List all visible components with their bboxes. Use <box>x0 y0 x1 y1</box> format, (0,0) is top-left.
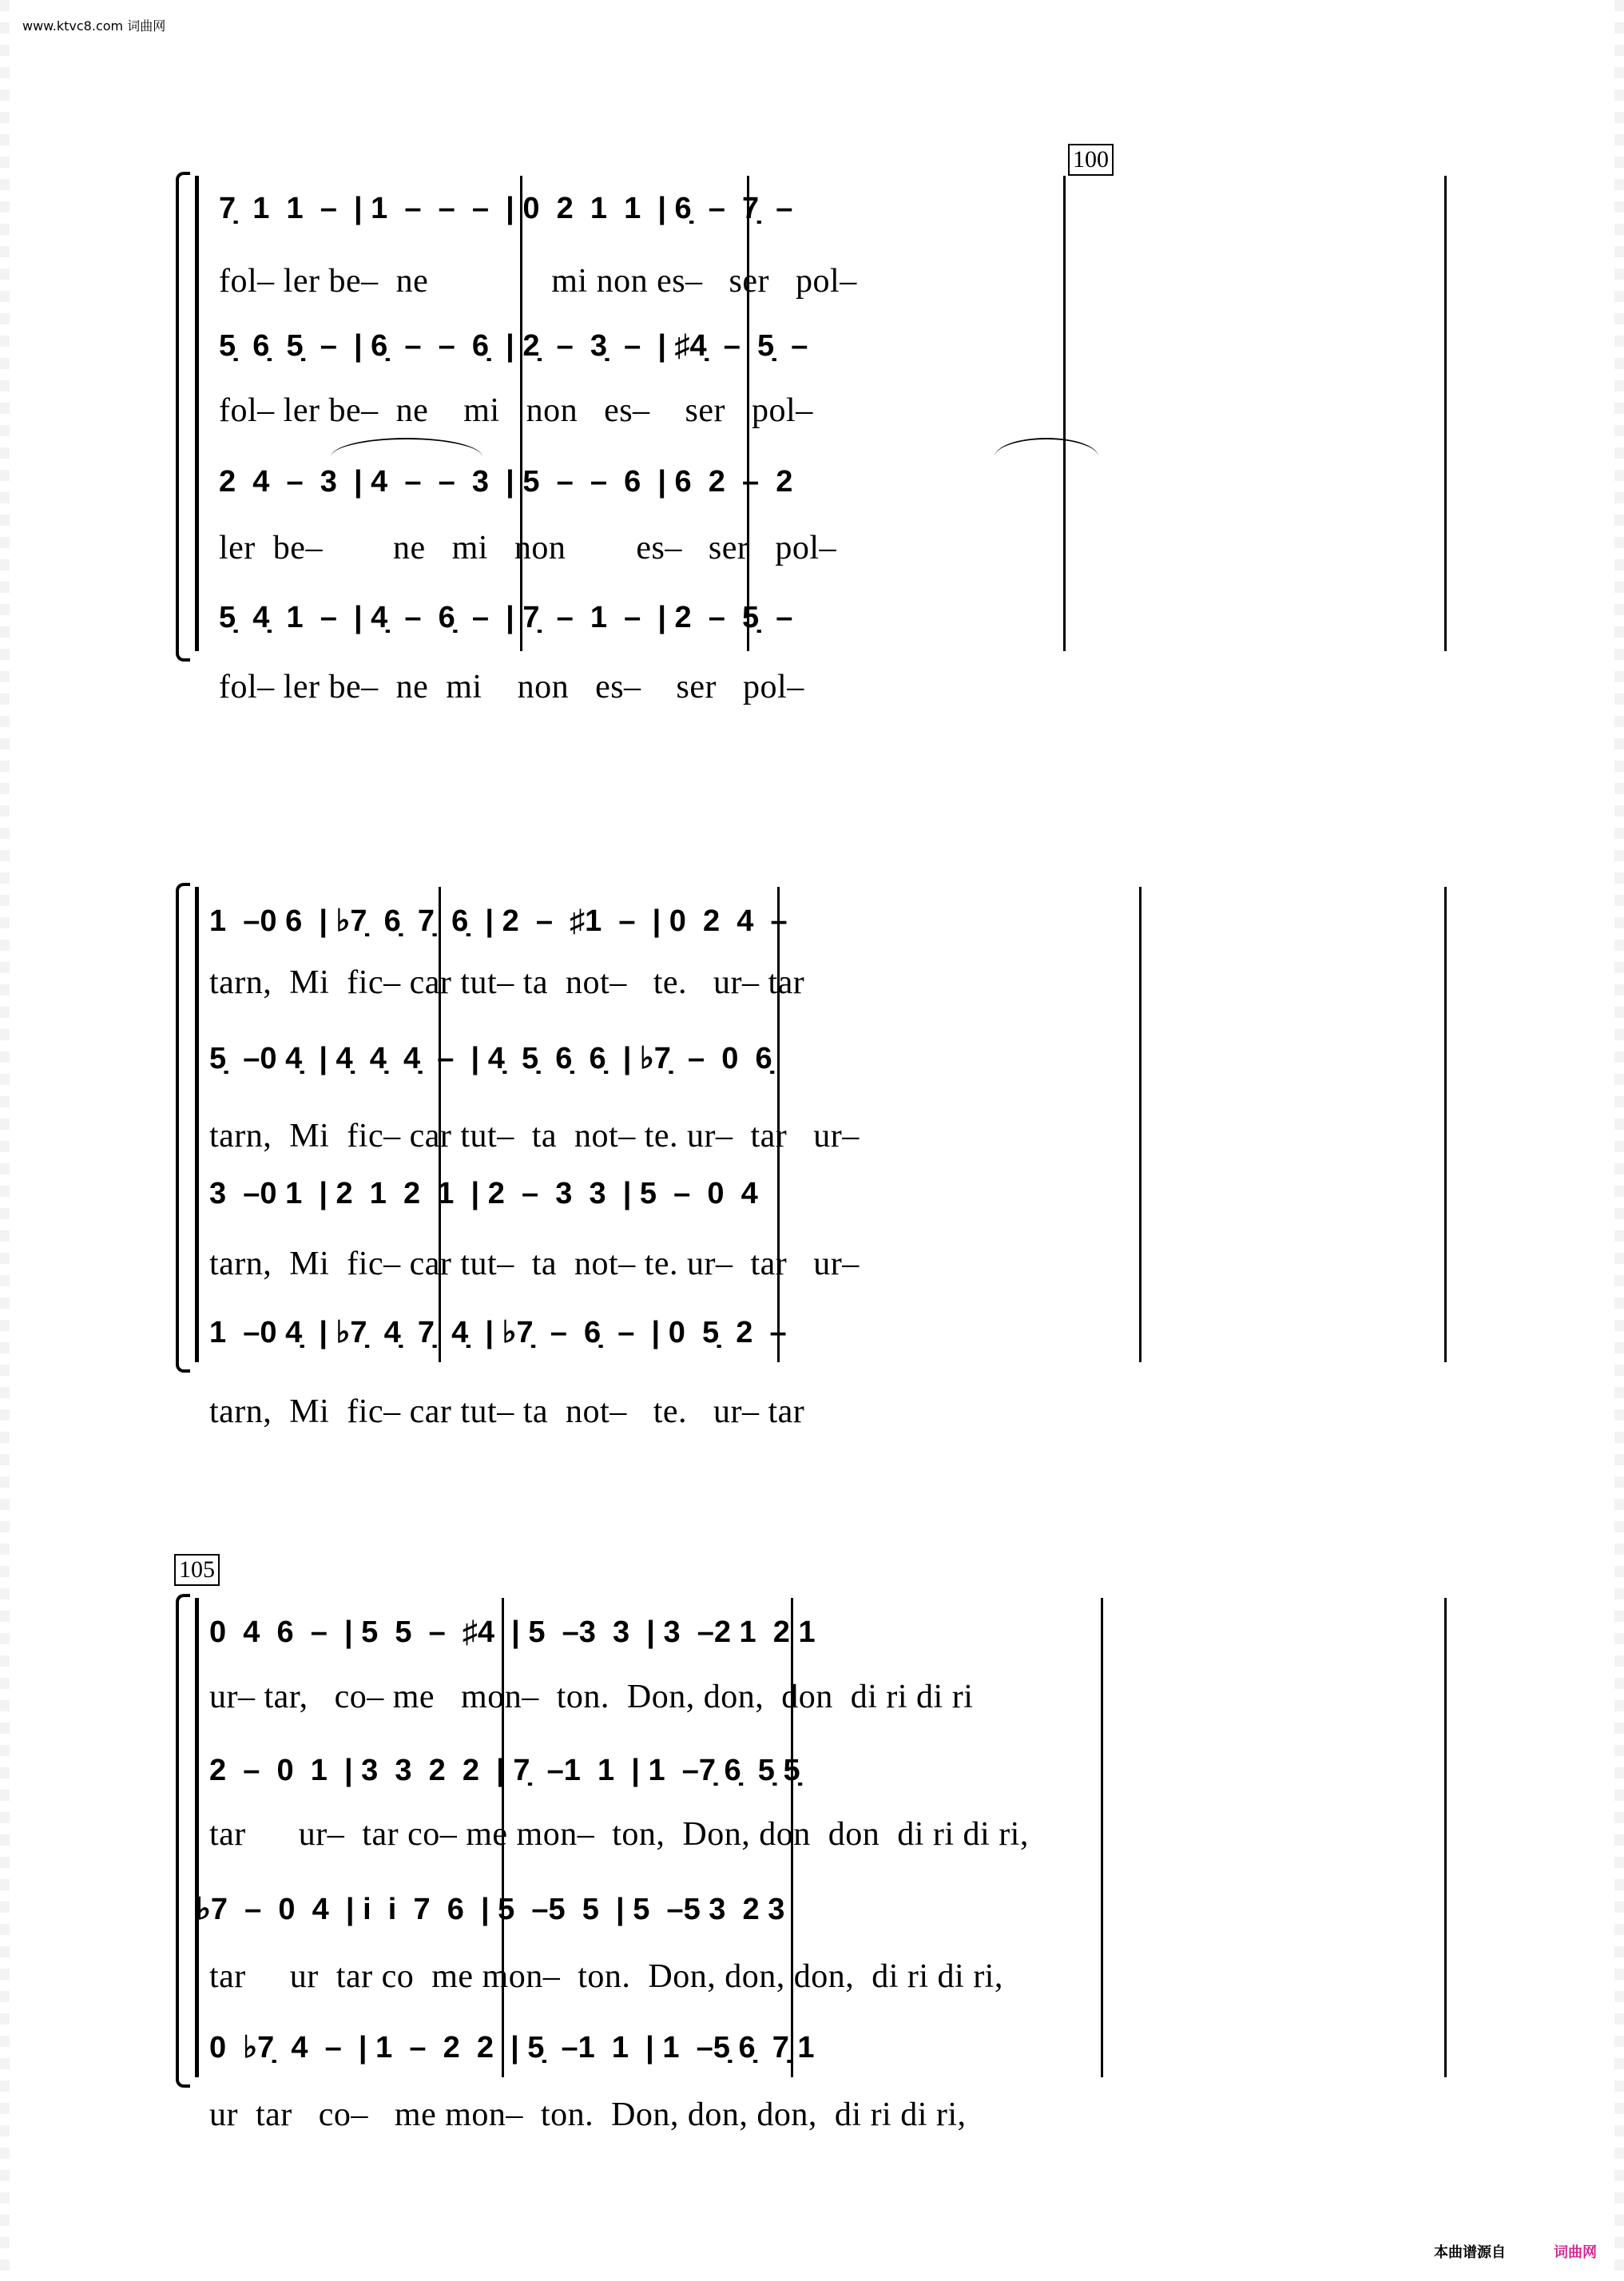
lyrics-voice-2: fol– ler be– ne mi non es– ser pol– <box>219 392 813 429</box>
lyrics-voice-2: tar ur– tar co– me mon– ton, Don, don don di ri di ri, <box>209 1816 1029 1853</box>
site-header: www.ktvc8.com 词曲网 <box>22 18 166 34</box>
lyrics-voice-4: ur tar co– me mon– ton. Don, don, don, di ri di ri, <box>209 2096 967 2133</box>
lyrics-voice-3: tar ur tar co me mon– ton. Don, don, don, di ri di ri, <box>209 1958 1003 1995</box>
notes-voice-4: 1 –0 4̣ | ♭7̣ 4̣ 7̣ 4̣ | ♭7̣ – 6̣ – | 0 5̣ 2 – <box>209 1316 787 1349</box>
lyrics-voice-4: fol– ler be– ne mi non es– ser pol– <box>219 669 804 705</box>
lyrics-voice-1: tarn, Mi fic– car tut– ta not– te. ur– tar <box>209 964 805 1001</box>
system-barline <box>195 176 199 651</box>
barline <box>1444 1598 1447 2077</box>
system-brace <box>176 172 190 662</box>
system-barline <box>195 887 199 1362</box>
footer-site-link[interactable]: 词曲网 <box>1554 2244 1597 2261</box>
notes-voice-2: 2 – 0 1 | 3 3 2 2 | 7̣ –1 1 | 1 –7̣ 6̣ 5̣ 5̣ <box>209 1754 800 1787</box>
lyrics-voice-2: tarn, Mi fic– car tut– ta not– te. ur– tar ur– <box>209 1118 860 1154</box>
notes-voice-1: 0 4 6 – | 5 5 – ♯4 | 5 –3 3 | 3 –2 1 2 1 <box>209 1615 816 1649</box>
notes-voice-1: 7̣ 1 1 – | 1 – – – | 0 2 1 1 | 6̣ – 7̣ – <box>219 192 793 225</box>
system-brace <box>176 883 190 1373</box>
barline <box>1444 176 1447 651</box>
lyrics-voice-1: ur– tar, co– me mon– ton. Don, don, don di ri di ri <box>209 1679 974 1715</box>
right-watermark-strip <box>1614 0 1624 2281</box>
slur <box>995 438 1098 457</box>
lyrics-voice-1: fol– ler be– ne mi non es– ser pol– <box>219 263 857 300</box>
measure-number-100: 100 <box>1068 144 1114 176</box>
notes-voice-3: 2 4 – 3 | 4 – – 3 | 5 – – 6 | 6 2 – 2 <box>219 465 793 499</box>
measure-number-105: 105 <box>174 1554 220 1586</box>
barline <box>1444 887 1447 1362</box>
lyrics-voice-3: tarn, Mi fic– car tut– ta not– te. ur– tar ur– <box>209 1246 860 1282</box>
barline <box>1063 176 1066 651</box>
system-barline <box>195 1598 199 2077</box>
notes-voice-2: 5̣ –0 4̣ | 4̣ 4̣ 4̣ – | 4̣ 5̣ 6̣ 6̣ | ♭7̣ – 0 6̣ <box>209 1042 772 1075</box>
notes-voice-2: 5̣ 6̣ 5̣ – | 6̣ – – 6̣ | 2̣ – 3̣ – | ♯4̣ – 5̣ – <box>219 329 808 363</box>
notes-voice-3: 3 –0 1 | 2 1 2 1 | 2 – 3 3 | 5 – 0 4 <box>209 1177 758 1210</box>
notes-voice-3: ♭7 – 0 4 | i i 7 6 | 5 –5 5 | 5 –5 3 2 3 <box>197 1893 785 1926</box>
slur <box>331 438 482 457</box>
footer-source-label: 本曲谱源自 <box>1434 2244 1506 2261</box>
barline <box>1101 1598 1103 2077</box>
system-brace <box>176 1594 190 2088</box>
notes-voice-4: 0 ♭7̣ 4 – | 1 – 2 2 | 5̣ –1 1 | 1 –5̣ 6̣ 7̣ 1 <box>209 2031 815 2064</box>
left-watermark-strip <box>0 0 10 2281</box>
lyrics-voice-3: ler be– ne mi non es– ser pol– <box>219 530 837 566</box>
notes-voice-4: 5̣ 4̣ 1 – | 4̣ – 6̣ – | 7̣ – 1 – | 2 – 5̣ – <box>219 601 793 634</box>
notes-voice-1: 1 –0 6 | ♭7̣ 6̣ 7̣ 6̣ | 2 – ♯1 – | 0 2 4 – <box>209 904 788 938</box>
barline <box>1139 887 1142 1362</box>
lyrics-voice-4: tarn, Mi fic– car tut– ta not– te. ur– tar <box>209 1393 805 1430</box>
